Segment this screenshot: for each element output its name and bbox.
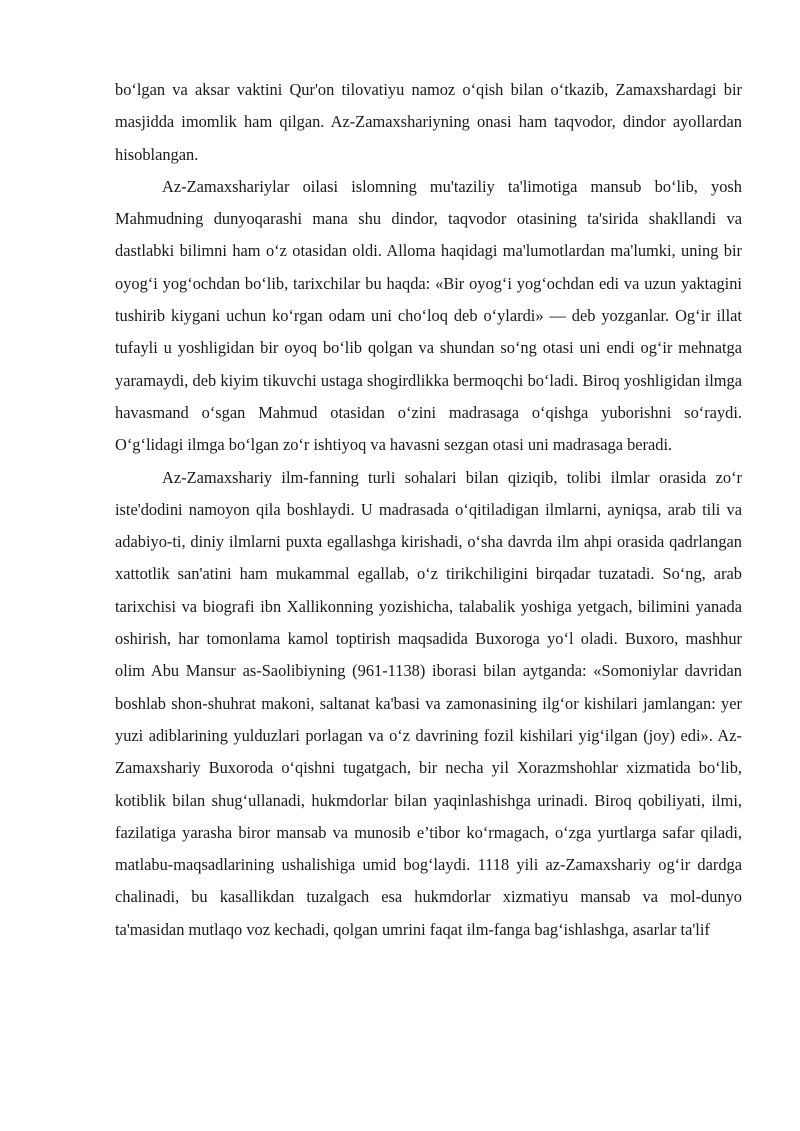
paragraph-continuation: boʻlgan va aksar vaktini Qur'on tilovatiyu namoz oʻqish bilan oʻtkazib, Zamaxshardagi bir masjidda imomlik ham qilgan. Az-Zamaxshariyning onasi ham taqvodor, dindor ayollardan hisoblangan.: [115, 80, 742, 164]
paragraph-education-career: Az-Zamaxshariy ilm-fanning turli sohalari bilan qiziqib, tolibi ilmlar orasida zoʻr iste'dodini namoyon qila boshlaydi. U madrasada oʻqitiladigan ilmlarni, ayniqsa, arab tili va adabiyo-ti, diniy ilmlarni puxta egallashga kirishadi, oʻsha davrda ilm ahpi orasida qadrlangan xattotlik san'atini ham mukammal egallab, oʻz tirikchiligini birqadar tuzatadi. Soʻng, arab tarixchisi va biografi ibn Xallikonning yozishicha, talabalik yoshiga yetgach, bilimini yanada oshirish, har tomonlama kamol toptirish maqsadida Buxoroga yoʻl oladi. Buxoro, mashhur olim Abu Mansur as-Saolibiyning (961-1138) iborasi bilan aytganda: «Somoniylar davridan boshlab shon-shuhrat makoni, saltanat ka'basi va zamonasining ilgʻor kishilari jamlangan: yer yuzi adiblarining yulduzlari porlagan va oʻz davrining fozil kishilari yigʻilgan (joy) edi». Az-Zamaxshariy Buxoroda oʻqishni tugatgach, bir necha yil Xorazmshohlar xizmatida boʻlib, kotiblik bilan shugʻullanadi, hukmdorlar bilan yaqinlashishga urinadi. Biroq qobiliyati, ilmi, fazilatiga yarasha biror mansab va munosib e’tibor koʻrmagach, oʻzga yurtlarga safar qiladi, matlabu-maqsadlarining ushalishiga umid bogʻlaydi. 1118 yili az-Zamaxshariy ogʻir dardga chalinadi, bu kasallikdan tuzalgach esa hukmdorlar xizmatiyu mansab va mol-dunyo ta'masidan mutlaqo voz kechadi, qolgan umrini faqat ilm-fanga bagʻishlashga, asarlar ta'lif: [115, 467, 742, 939]
document-page: [115, 74, 742, 946]
paragraph-family-background: Az-Zamaxshariylar oilasi islomning mu'taziliy ta'limotiga mansub boʻlib, yosh Mahmudning dunyoqarashi mana shu dindor, taqvodor otasining ta'sirida shakllandi va dastlabki bilimni ham oʻz otasidan oldi. Alloma haqidagi ma'lumotlardan ma'lumki, uning bir oyogʻi yogʻochdan boʻlib, tarixchilar bu haqda: «Bir oyogʻi yogʻochdan edi va uzun yaktagini tushirib kiygani uchun koʻrgan odam uni choʻloq deb oʻylardi» — deb yozganlar. Ogʻir illat tufayli u yoshligidan bir oyoq boʻlib qolgan va shundan soʻng otasi uni endi ogʻir mehnatga yaramaydi, deb kiyim tikuvchi ustaga shogirdlikka bermoqchi boʻladi. Biroq yoshligidan ilmga havasmand oʻsgan Mahmud otasidan oʻzini madrasaga oʻqishga yuborishni soʻraydi. Oʻgʻlidagi ilmga boʻlgan zoʻr ishtiyoq va havasni sezgan otasi uni madrasaga beradi.: [115, 176, 742, 455]
